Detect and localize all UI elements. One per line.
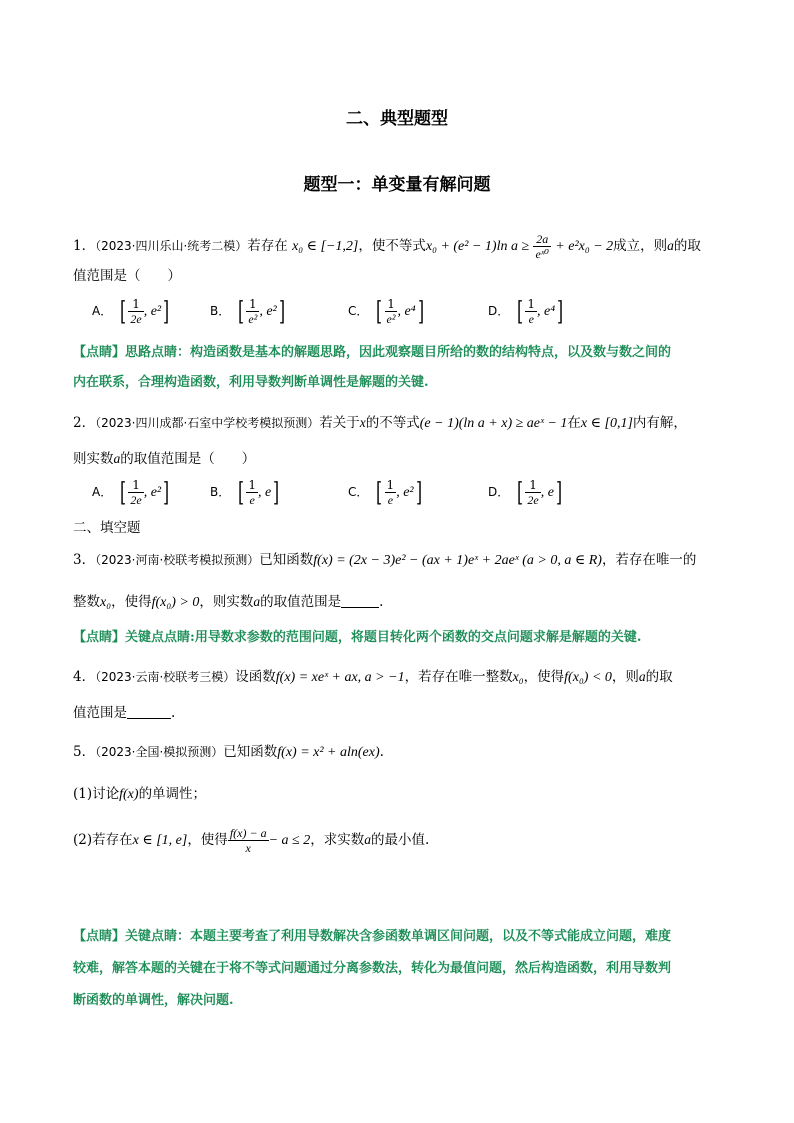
tip5-line1: 关键点睛：本题主要考查了利用导数解决含参函数单调区间问题，以及不等式能成立问题，难度 xyxy=(125,929,672,944)
section-heading: 二、典型题型 xyxy=(346,109,448,129)
q1-number: 1． xyxy=(73,238,96,254)
q1-source: （2023·四川乐山·统考二模） xyxy=(95,239,248,253)
q2-stem-b: 的不等式 xyxy=(365,415,420,431)
q2-number: 2． xyxy=(73,415,96,431)
q5-stem-b: . xyxy=(379,744,384,760)
q1-frac-den: eˣ⁰ xyxy=(535,247,549,261)
q3-line1 xyxy=(73,550,696,571)
q5-part2-rest: − a ≤ 2 xyxy=(268,833,311,848)
q2-var-x: x xyxy=(359,415,366,430)
q3-stem-b: ，若存在唯一的 xyxy=(601,552,697,568)
q2-inequality: (e − 1)(ln a + x) ≥ aeˣ − 1 xyxy=(419,416,568,431)
option-num: 1 xyxy=(525,478,540,493)
q3-line2-c: ，则实数 xyxy=(199,594,254,610)
q2-source: （2023·四川成都·石室中学校考模拟预测） xyxy=(95,416,320,430)
q4-x0: x₀ xyxy=(512,670,524,685)
q3-x0: x₀ xyxy=(100,595,112,610)
q5-frac-den: x xyxy=(245,841,251,855)
q1-stem-a: 若存在 xyxy=(247,238,288,254)
tip5-block xyxy=(73,927,723,1011)
q1-frac-num: 2a xyxy=(533,232,551,247)
q5-line1 xyxy=(73,742,384,763)
option-tail: , e xyxy=(540,485,554,500)
q4-function: f(x) = xeˣ + ax, a > −1 xyxy=(275,670,405,685)
fill-section-heading: 二、填空题 xyxy=(73,520,141,536)
option-label: D． xyxy=(488,304,510,318)
q1-option-d[interactable]: D． [ $\frac{1}{e}$ , e⁴] xyxy=(488,296,564,327)
tip3-tag: 【点睛】 xyxy=(73,630,126,645)
q2-line2 xyxy=(73,449,255,469)
q4-stem-a: 设函数 xyxy=(235,669,276,685)
q4-line2 xyxy=(73,703,175,723)
option-num: 1 xyxy=(385,297,398,312)
q4-condition: f(x₀) < 0 xyxy=(564,670,612,685)
option-den: e xyxy=(249,493,255,507)
option-den: e² xyxy=(248,312,258,326)
q1-option-c[interactable]: C． [ $\frac{1}{\text{e²}}$ , e⁴] xyxy=(348,296,424,327)
q5-function: f(x) = x² + aln(ex) xyxy=(277,745,380,760)
q5-part1-a: (1)讨论 xyxy=(73,786,120,802)
q1-condition: x₀ ∈ [−1,2] xyxy=(292,239,359,254)
q2-option-d[interactable]: D． [ $\frac{1}{2e}$ , e] xyxy=(488,477,563,508)
q3-line2 xyxy=(73,592,383,613)
q1-option-b[interactable]: B． [ $\frac{1}{\text{e²}}$ , e²] xyxy=(210,296,285,327)
q5-part1 xyxy=(73,784,206,805)
q3-stem-a: 已知函数 xyxy=(259,552,314,568)
option-tail: , e² xyxy=(396,485,414,500)
q5-part1-b: 的单调性； xyxy=(138,786,207,802)
q3-source: （2023·河南·校联考模拟预测） xyxy=(95,553,260,567)
q2-line1 xyxy=(73,413,687,434)
q5-part2-cond: x ∈ [1, e] xyxy=(132,833,188,848)
option-num: 1 xyxy=(128,297,143,312)
q2-stem-a: 若关于 xyxy=(319,415,360,431)
option-tail: , e² xyxy=(259,304,277,319)
q5-part2-a: (2)若存在 xyxy=(73,832,133,848)
q2-stem-d: 内有解， xyxy=(632,415,687,431)
q5-var-a: a xyxy=(364,832,371,847)
q5-stem-a: 已知函数 xyxy=(223,744,278,760)
q1-line2: 值范围是（ ） xyxy=(73,268,181,284)
option-label: D． xyxy=(488,485,510,499)
q2-stem-c: 在 xyxy=(567,415,581,431)
option-label: A． xyxy=(92,304,113,318)
option-num: 1 xyxy=(246,297,259,312)
q1-option-a[interactable]: A． [ $\frac{1}{2e}$ , e²] xyxy=(92,296,170,327)
q2-var-a: a xyxy=(113,451,121,466)
tip3-block xyxy=(73,628,723,648)
q4-stem-e: 的取 xyxy=(645,669,673,685)
q5-frac-num: f(x) − a xyxy=(229,826,267,840)
q1-stem-c: 成立，则 xyxy=(613,238,668,254)
q3-answer-blank[interactable] xyxy=(341,594,379,608)
tip1-line2: 内在联系，合理构造函数，利用导数判断单调性是解题的关键. xyxy=(73,375,429,390)
q4-stem-c: ，使得 xyxy=(523,669,565,685)
q3-line2-d: 的取值范围是 xyxy=(260,594,342,610)
tip5-line3: 断函数的单调性，解决问题. xyxy=(73,993,234,1008)
q1-stem-d: 的取 xyxy=(673,238,701,254)
q5-number: 5． xyxy=(73,744,96,760)
q4-source: （2023·云南·校联考三模） xyxy=(95,670,236,684)
q4-line2-b: . xyxy=(171,705,176,721)
q5-part2-c: ，求实数 xyxy=(310,832,365,848)
q3-line2-b: ，使得 xyxy=(111,594,152,610)
q5-part2-d: 的最小值. xyxy=(370,832,430,848)
option-num: 1 xyxy=(386,478,395,492)
q4-stem-b: ，若存在唯一整数 xyxy=(404,669,513,685)
q1-ineq-right: + e²x₀ − 2 xyxy=(555,239,614,254)
q2-line2-a: 则实数 xyxy=(73,451,114,467)
q3-var-a: a xyxy=(253,594,261,609)
q1-ineq-left: x₀ + (e² − 1)ln a ≥ xyxy=(425,239,530,254)
option-tail: , e⁴ xyxy=(537,304,556,319)
q1-line1 xyxy=(73,232,701,261)
q5-part2-fraction xyxy=(228,826,269,855)
tip5-tag: 【点睛】 xyxy=(73,929,126,944)
option-tail: , e² xyxy=(143,304,162,319)
q1-stem-b: ，使不等式 xyxy=(358,238,426,254)
option-tail: , e xyxy=(258,485,272,500)
option-den: 2e xyxy=(130,493,142,507)
q2-line2-b: 的取值范围是（ ） xyxy=(120,451,256,467)
option-num: 1 xyxy=(128,478,143,493)
q5-part2-b: ，使得 xyxy=(187,832,228,848)
option-den: e² xyxy=(386,312,396,326)
q5-part2 xyxy=(73,826,429,855)
q3-number: 3． xyxy=(73,552,96,568)
tip1-line1: 思路点睛：构造函数是基本的解题思路，因此观察题目所给的数的结构特点，以及数与数之间的 xyxy=(125,345,672,360)
q2-condition: x ∈ [0,1] xyxy=(580,416,633,431)
option-den: e xyxy=(528,312,534,326)
q4-stem-d: ，则 xyxy=(611,669,639,685)
option-num: 1 xyxy=(527,297,536,311)
option-num: 1 xyxy=(248,478,257,492)
q1-fraction xyxy=(533,232,551,261)
q1-var: a xyxy=(667,238,674,253)
option-tail: , e² xyxy=(143,485,162,500)
tip3-text: 关键点点睛:用导数求参数的范围问题，将题目转化两个函数的交点问题求解是解题的关键. xyxy=(125,630,642,645)
q4-line2-a: 值范围是 xyxy=(73,705,127,721)
q4-var-a: a xyxy=(638,669,646,684)
q4-answer-blank[interactable] xyxy=(127,705,171,719)
tip5-line2: 较难，解答本题的关键在于将不等式问题通过分离参数法，转化为最值问题，然后构造函数，利用导数判 xyxy=(73,961,672,976)
option-den: 2e xyxy=(130,312,142,326)
q3-function: f(x) = (2x − 3)e² − (ax + 1)eˣ + 2aeˣ (a > 0, a ∈ R) xyxy=(313,553,602,568)
q3-condition: f(x₀) > 0 xyxy=(151,595,200,610)
tip1-block xyxy=(73,343,723,393)
q2-option-c[interactable]: C． [ $\frac{1}{e}$ , e²] xyxy=(348,477,422,508)
option-tail: , e⁴ xyxy=(397,304,416,319)
q2-option-a[interactable]: A． [ $\frac{1}{2e}$ , e²] xyxy=(92,477,170,508)
option-label: B． xyxy=(210,485,231,499)
option-den: e xyxy=(387,493,394,507)
q5-source: （2023·全国·模拟预测） xyxy=(95,745,224,759)
option-label: C． xyxy=(348,304,369,318)
option-label: B． xyxy=(210,304,231,318)
q3-line2-a: 整数 xyxy=(73,594,100,610)
option-label: C． xyxy=(348,485,369,499)
q5-part1-func: f(x) xyxy=(119,787,139,802)
option-label: A． xyxy=(92,485,113,499)
q4-line1 xyxy=(73,667,673,688)
tip1-tag: 【点睛】 xyxy=(73,345,126,360)
q3-line2-e: . xyxy=(379,594,384,610)
option-den: 2e xyxy=(527,493,539,507)
q2-option-b[interactable]: B． [ $\frac{1}{e}$ , e] xyxy=(210,477,280,508)
subtitle-heading: 题型一：单变量有解问题 xyxy=(303,175,491,195)
q4-number: 4． xyxy=(73,669,96,685)
